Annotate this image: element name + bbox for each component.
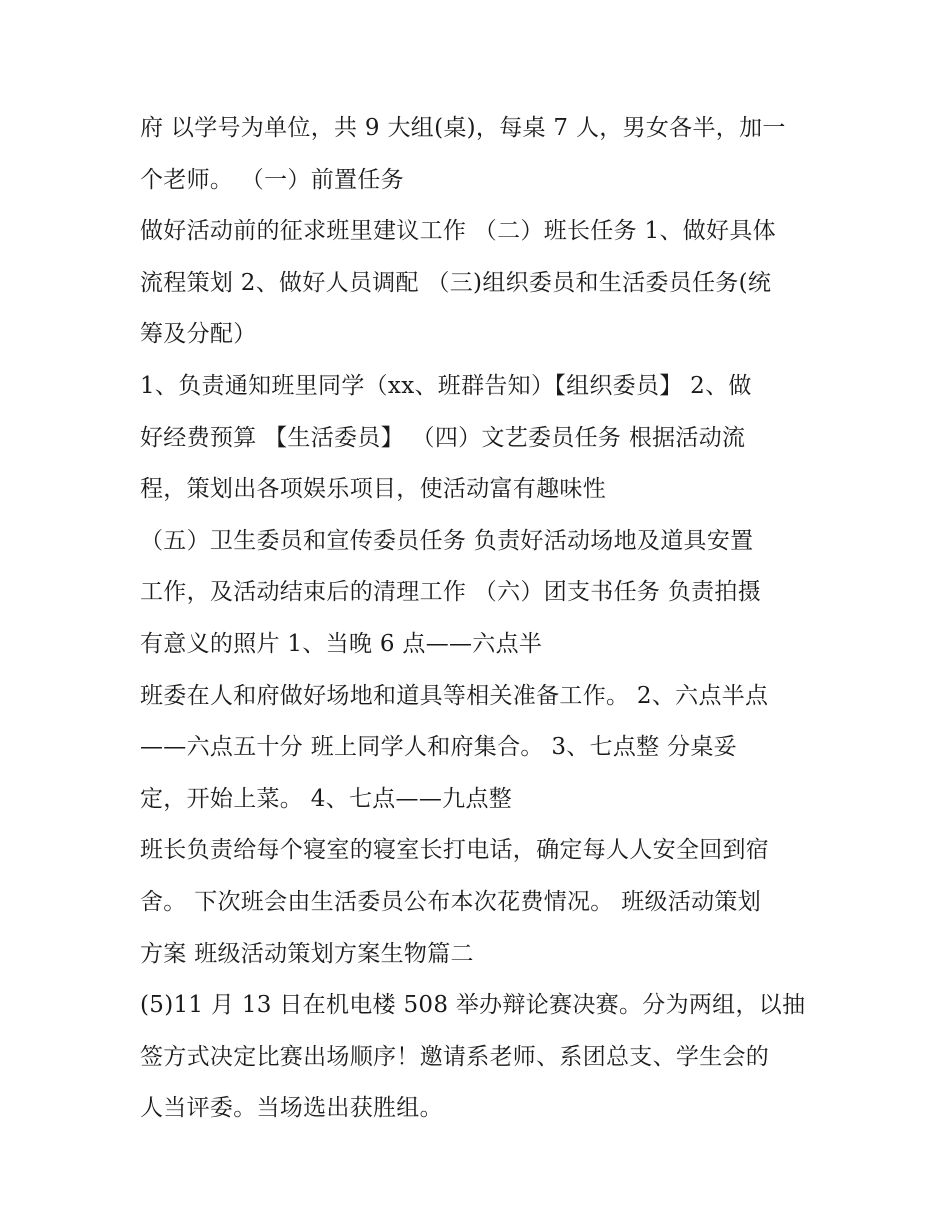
text-line: 方案 班级活动策划方案生物篇二 — [140, 940, 474, 967]
text-line: 流程策划 2、做好人员调配 （三)组织委员和生活委员任务(统 — [140, 269, 772, 296]
text-line: 人当评委。当场选出获胜组。 — [140, 1095, 443, 1122]
text-line: 府 以学号为单位，共 9 大组(桌)，每桌 7 人，男女各半，加一 — [140, 115, 786, 141]
text-line: 筹及分配） — [140, 321, 257, 348]
text-line: 有意义的照片 1、当晚 6 点——六点半 — [140, 630, 543, 657]
text-line: 工作，及活动结束后的清理工作 （六）团支书任务 负责拍摄 — [140, 579, 762, 606]
text-line: 好经费预算 【生活委员】 （四）文艺委员任务 根据活动流 — [140, 424, 746, 451]
text-line: 个老师。 （一）前置任务 — [140, 166, 404, 193]
text-line: (5)11 月 13 日在机电楼 508 举办辩论赛决赛。分为两组，以抽 — [140, 992, 806, 1019]
body-text — [140, 103, 820, 1135]
text-line: （五）卫生委员和宣传委员任务 负责好活动场地及道具安置 — [140, 527, 754, 554]
text-line: 班长负责给每个寝室的寝室长打电话，确定每人人安全回到宿 — [140, 837, 770, 864]
text-line: 做好活动前的征求班里建议工作 （二）班长任务 1、做好具体 — [140, 218, 776, 245]
text-line: 定，开始上菜。 4、七点——九点整 — [140, 785, 513, 812]
text-line: 程，策划出各项娱乐项目，使活动富有趣味性 — [140, 476, 606, 503]
text-line: 班委在人和府做好场地和道具等相关准备工作。 2、六点半点 — [140, 682, 769, 709]
text-line: 签方式决定比赛出场顺序！邀请系老师、系团总支、学生会的 — [140, 1043, 770, 1070]
text-line: ——六点五十分 班上同学人和府集合。 3、七点整 分桌妥 — [140, 734, 737, 761]
text-line: 舍。 下次班会由生活委员公布本次花费情况。 班级活动策划 — [140, 888, 762, 915]
text-line: 1、负责通知班里同学（xx、班群告知）【组织委员】 2、做 — [140, 372, 752, 399]
